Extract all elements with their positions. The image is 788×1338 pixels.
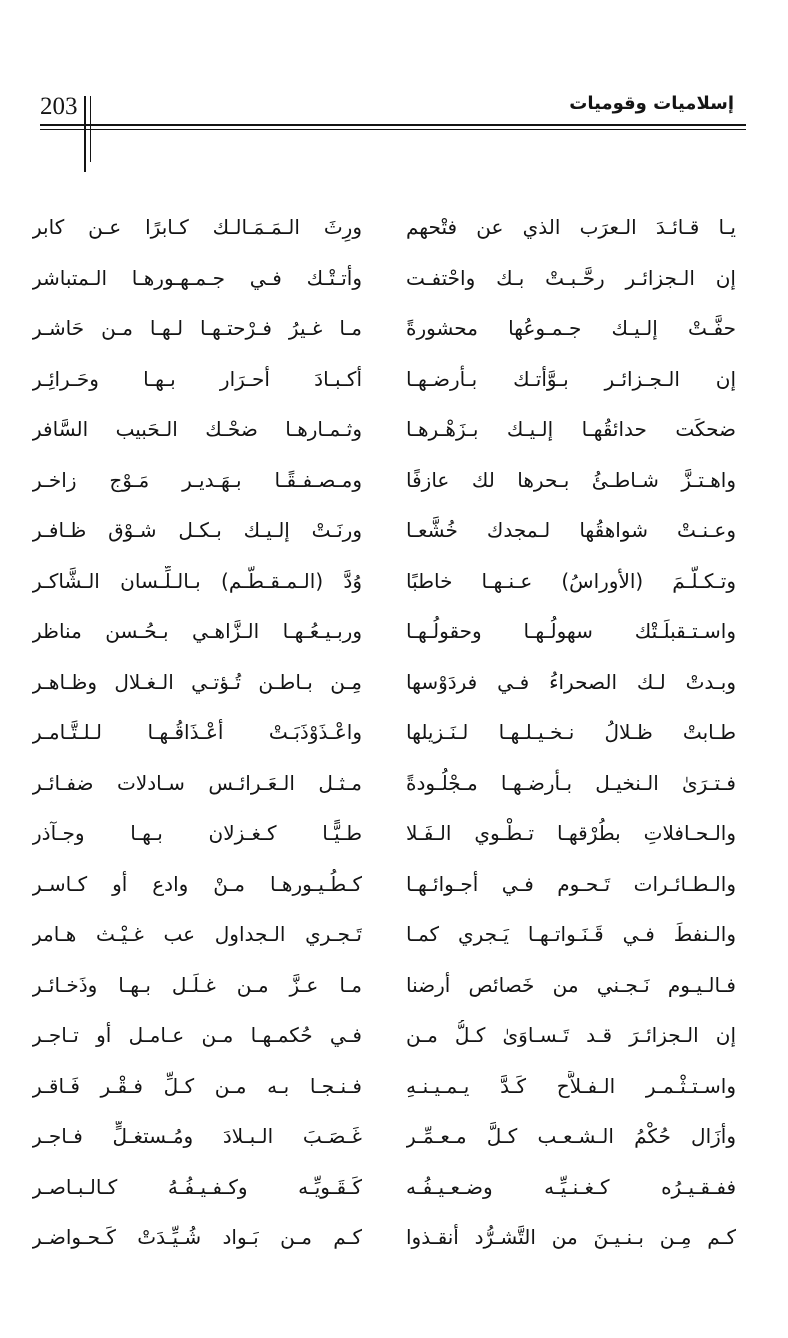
verse-row [32, 455, 736, 506]
verse-row [32, 202, 736, 253]
second-hemistich: واعْـذَوْذَبَـتْ أعْـذَاقُـهـا لـلـتَّـامـر [32, 720, 362, 745]
second-hemistich: غَـصَـبَ الـبـلادَ ومُـستغـلٍّ فـاجـر [32, 1124, 362, 1149]
second-hemistich: ومـصـفـقًـا بـهَـديـر مَـوْج زاخـر [32, 467, 362, 492]
second-hemistich: وثـمـارهـا ضحْـك الـحَبيب السَّافر [32, 417, 362, 442]
verse-row [32, 1212, 736, 1263]
second-hemistich: كـم مـن بَـواد شُـيِّـدَتْ كَـحـواضـر [32, 1225, 362, 1250]
second-hemistich: أكـبـادَ أحـرَار بـهـا وحَـرائِـر [32, 366, 362, 391]
second-hemistich: ورِثَ الـمَـمَـالـك كـابرًا عـن كابر [32, 215, 362, 240]
first-hemistich: إن الـجزائـرَ قـد تَـسـاوَىٰ كـلُّ مـن [406, 1023, 736, 1048]
page-number: 203 [40, 93, 78, 120]
verse-row [32, 758, 736, 809]
first-hemistich: ضحكَت حدائقُهـا إلـيـك بـزَهْـرهـا [406, 417, 736, 442]
header-rule-bottom [40, 129, 746, 130]
first-hemistich: يـا قـائـدَ الـعرَب الذي عن فتْحهم [406, 215, 736, 240]
second-hemistich: طـيًّـا كـغـزلان بـهـا وجـآذر [32, 821, 362, 846]
second-hemistich: تَـجـري الـجداول عب غـيْـث هـامر [32, 922, 362, 947]
second-hemistich: فـي حُكمـهـا مـن عـامـل أو تـاجـر [32, 1023, 362, 1048]
first-hemistich: فـالـيـوم نَـجـني من خَصائص أرضنا [406, 972, 736, 997]
second-hemistich: وُدَّ (الـمـقـطَّـم) بـالـلِّـسان الـشَّاكـر [32, 568, 362, 593]
first-hemistich: واسـتـقبلَـتْك سهولُـهـا وحقولُـهـا [406, 619, 736, 644]
verse-row [32, 1162, 736, 1213]
header-rule-vertical [84, 96, 86, 172]
second-hemistich: مـا غـيرُ فـرْحتـهـا لـهـا مـن حَاشـر [32, 316, 362, 341]
second-hemistich: كـطُـيـورهـا مـنْ وادع أو كـاسـر [32, 871, 362, 896]
header-rule-top [40, 124, 746, 126]
first-hemistich: واهـتـزَّ شـاطـئُ بـحرها لك عازفًا [406, 467, 736, 492]
verse-row [32, 556, 736, 607]
first-hemistich: إن الـجـزائـر بـوَّأتـك بـأرضـهـا [406, 366, 736, 391]
second-hemistich: ورنَـتْ إلـيـك بـكـل شـوْق ظـافـر [32, 518, 362, 543]
verse-row [32, 859, 736, 910]
first-hemistich: وبـدتْ لـك الصحراءُ فـي فردَوْسها [406, 669, 736, 694]
verse-row [32, 909, 736, 960]
poem-verses [32, 202, 736, 1263]
first-hemistich: طـابتْ ظـلالُ نـخـيـلـهـا لـنَـزيلها [406, 720, 736, 745]
second-hemistich: وأتـتْـك فـي جـمـهـورهـا الـمتباشر [32, 265, 362, 290]
first-hemistich: ففـقـيـرُه كـغـنـيِّـه وضـعـيـفُـه [406, 1174, 736, 1199]
first-hemistich: وتـكـلَّـمَ (الأوراسُ) عـنـهـا خاطبًا [406, 568, 736, 593]
header-rule-vertical-inner [90, 96, 91, 162]
first-hemistich: والـنفطَ فـي قَـنَـواتـهـا يَـجري كمـا [406, 922, 736, 947]
first-hemistich: والـطـائـرات تَـحـوم فـي أجـوائـهـا [406, 871, 736, 896]
running-title: إسلاميات وقوميات [569, 93, 734, 114]
verse-row [32, 404, 736, 455]
first-hemistich: والـحـافلاتِ بطُرْقهـا تـطْـوي الـفَـلا [406, 821, 736, 846]
second-hemistich: مِـن بـاطـن تُـؤتـي الـغـلال وظـاهـر [32, 669, 362, 694]
verse-row [32, 1010, 736, 1061]
first-hemistich: كـم مِـن بـنـيـنَ من التَّشـرُّد أنقـذوا [406, 1225, 736, 1250]
first-hemistich: فـتـرَىٰ الـنخيـل بـأرضـهـا مـجْلُـودةً [406, 770, 736, 795]
verse-row [32, 657, 736, 708]
first-hemistich: وعـنـتْ شواهقُها لـمجدك خُشَّعـا [406, 518, 736, 543]
second-hemistich: مـا عـزَّ مـن غـلَـل بـهـا وذَخـائـر [32, 972, 362, 997]
verse-row [32, 960, 736, 1011]
verse-row [32, 606, 736, 657]
second-hemistich: مـثـل الـعَـرائـس سـادلات ضفـائـر [32, 770, 362, 795]
verse-row [32, 354, 736, 405]
first-hemistich: حفَّـتْ إلـيـك جـمـوعُها محشورةً [406, 316, 736, 341]
first-hemistich: وأزَال حُكْمُ الـشـعـب كـلَّ مـعـمِّـر [406, 1124, 736, 1149]
second-hemistich: كَـقَـويِّـه وكـفـيـفُـهُ كـالـبـاصـر [32, 1174, 362, 1199]
verse-row [32, 1111, 736, 1162]
first-hemistich: واسـتـثْـمـر الـفـلاَّح كَـدَّ يـمـيـنـهِ [406, 1073, 736, 1098]
verse-row [32, 707, 736, 758]
second-hemistich: فـنـجـا بـه مـن كـلِّ فـقْـر فَـاقـر [32, 1073, 362, 1098]
verse-row [32, 303, 736, 354]
second-hemistich: وربـيـعُـهـا الـزَّاهـي بـحُـسن مناظر [32, 619, 362, 644]
first-hemistich: إن الـجزائـر رحَّـبـتْ بـك واحْتفـت [406, 265, 736, 290]
verse-row [32, 808, 736, 859]
verse-row [32, 505, 736, 556]
verse-row [32, 1061, 736, 1112]
verse-row [32, 253, 736, 304]
